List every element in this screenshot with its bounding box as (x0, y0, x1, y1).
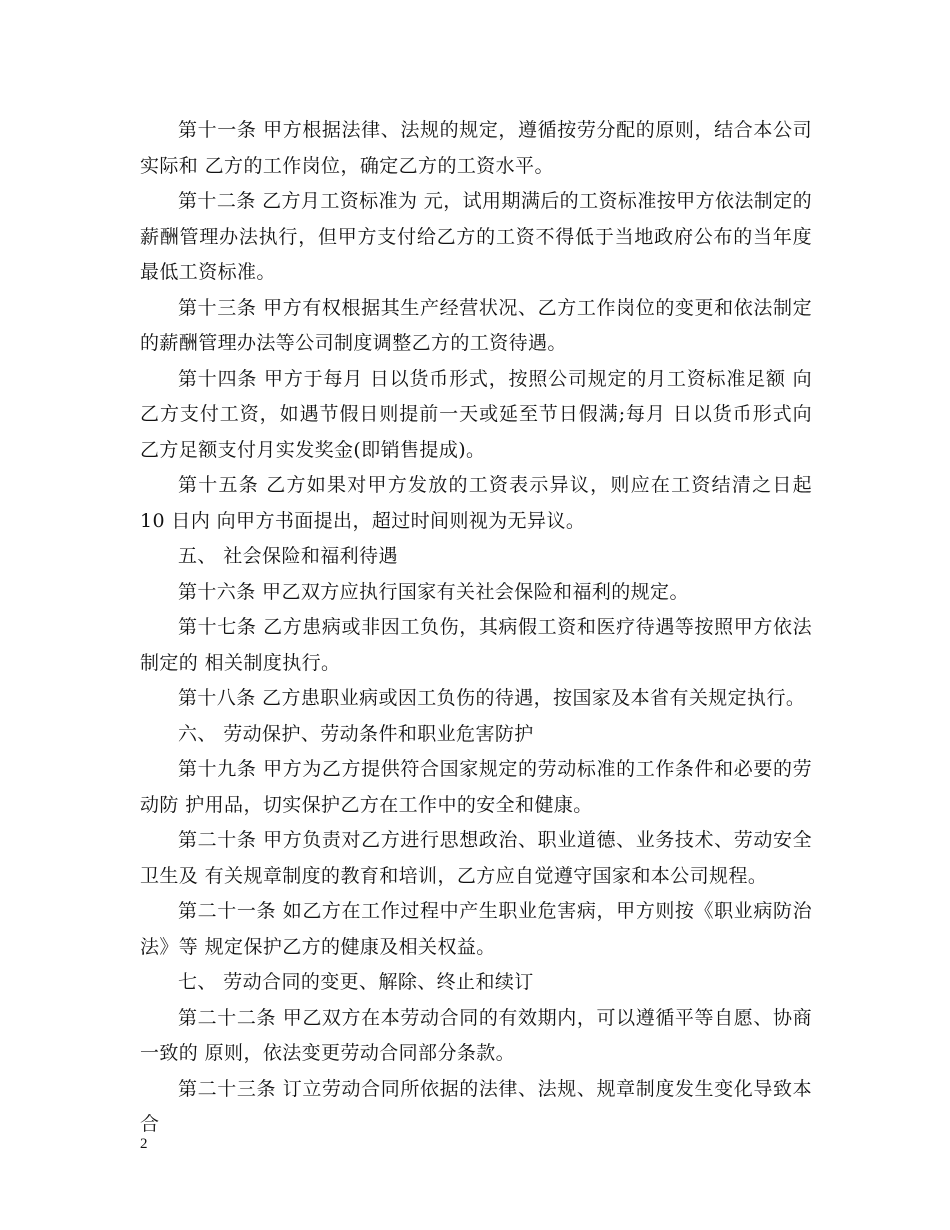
section-heading-7: 七、 劳动合同的变更、解除、终止和续订 (178, 971, 534, 993)
article-16: 第十六条 甲乙双方应执行国家有关社会保险和福利的规定。 (178, 580, 689, 603)
section-heading-6: 六、 劳动保护、劳动条件和职业危害防护 (178, 722, 534, 745)
document-body (140, 113, 812, 1143)
article-19: 第十九条 甲方为乙方提供符合国家规定的劳动标准的工作条件和必要的劳动防 护用品，切实保护乙方在工作中的安全和健康。 (140, 758, 812, 816)
article-22: 第二十二条 甲乙双方在本劳动合同的有效期内，可以遵循平等自愿、协商一致的 原则，依法变更劳动合同部分条款。 (140, 1006, 812, 1064)
article-11: 第十一条 甲方根据法律、法规的规定，遵循按劳分配的原则，结合本公司实际和 乙方的工作岗位，确定乙方的工资水平。 (140, 119, 812, 177)
section-heading-5: 五、 社会保险和福利待遇 (178, 545, 398, 567)
page-number: 2 (140, 1136, 148, 1152)
article-18: 第十八条 乙方患职业病或因工负伤的待遇，按国家及本省有关规定执行。 (178, 687, 806, 709)
article-17: 第十七条 乙方患病或非因工负伤，其病假工资和医疗待遇等按照甲方依法制定的 相关制度执行。 (140, 616, 812, 674)
article-13: 第十三条 甲方有权根据其生产经营状况、乙方工作岗位的变更和依法制定的薪酬管理办法等公司制度调整乙方的工资待遇。 (140, 296, 812, 354)
article-14: 第十四条 甲方于每月 日以货币形式，按照公司规定的月工资标准足额 向乙方支付工资，如遇节假日则提前一天或延至节日假满;每月 日以货币形式向乙方足额支付月实发奖金(即销售提成)。 (140, 367, 812, 461)
article-23: 第二十三条 订立劳动合同所依据的法律、法规、规章制度发生变化导致本合 (140, 1077, 812, 1135)
article-15: 第十五条 乙方如果对甲方发放的工资表示异议，则应在工资结清之日起 10 日内 向甲方书面提出，超过时间则视为无异议。 (140, 474, 812, 532)
article-20: 第二十条 甲方负责对乙方进行思想政治、职业道德、业务技术、劳动安全卫生及 有关规章制度的教育和培训，乙方应自觉遵守国家和本公司规程。 (140, 829, 812, 887)
article-12: 第十二条 乙方月工资标准为 元，试用期满后的工资标准按甲方依法制定的薪酬管理办法执行，但甲方支付给乙方的工资不得低于当地政府公布的当年度最低工资标准。 (140, 190, 812, 283)
article-21: 第二十一条 如乙方在工作过程中产生职业危害病，甲方则按《职业病防治法》等 规定保护乙方的健康及相关权益。 (140, 900, 812, 958)
